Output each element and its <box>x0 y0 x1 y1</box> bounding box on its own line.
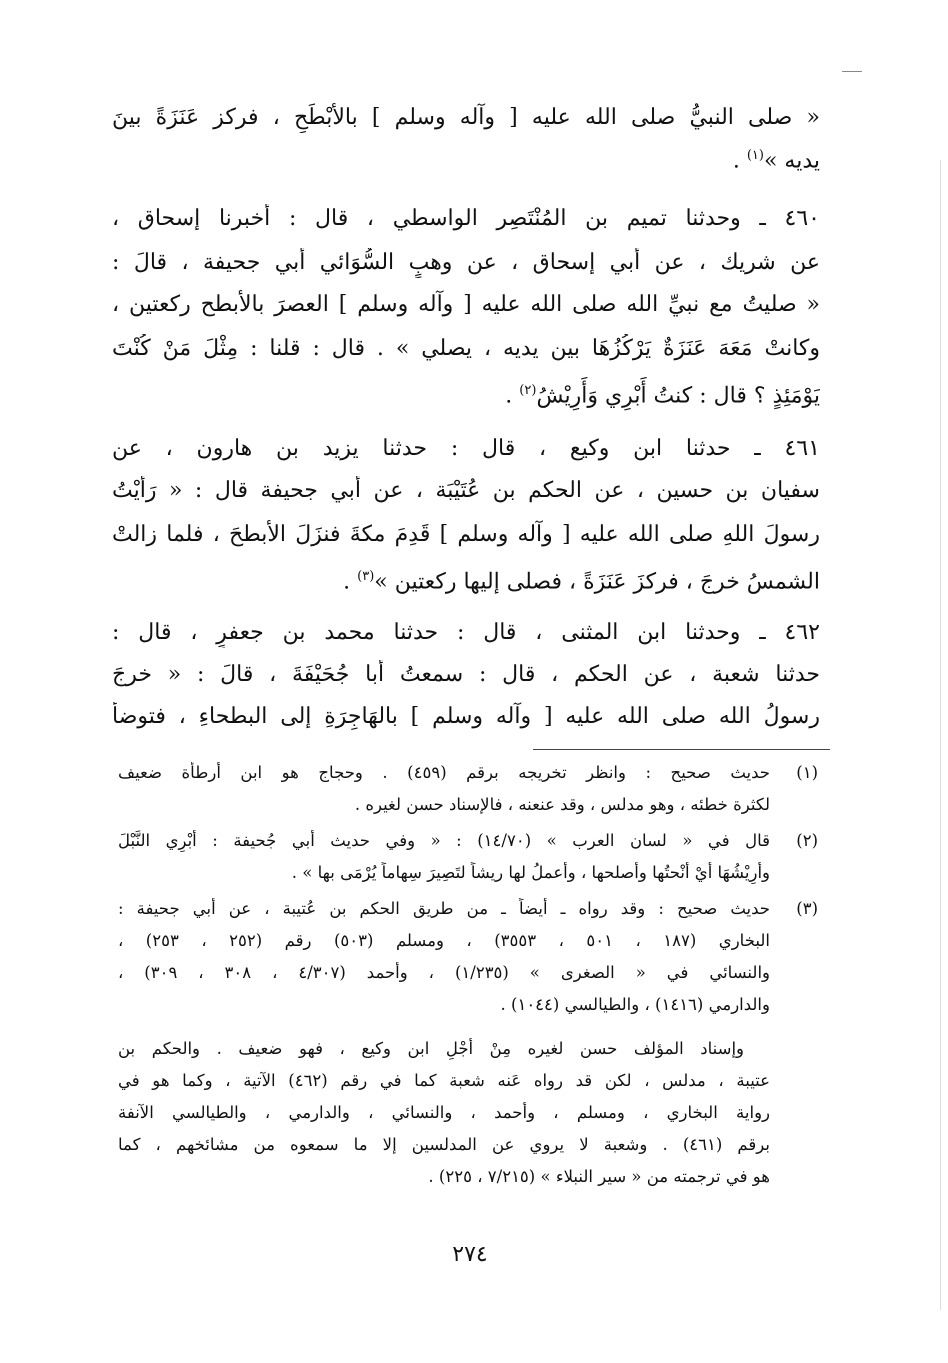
footnote-line: وأَرِيْشُهَا أيْ أَنْحتُها وأُصلحها ، وأعملُ لها ريشاً لتَصِيرَ سِهاماً يُرْمَى بها » . <box>291 863 770 882</box>
footnote-line: البخاري (١٨٧ ، ٥٠١ ، ٣٥٥٣) ، ومسلم (٥٠٣) رقم (٢٥٢ ، ٢٥٣) ، <box>118 931 770 950</box>
footnote-separator <box>533 749 830 750</box>
footnote-ref: (١) <box>746 148 764 163</box>
text-fragment: الشمسُ خرجَ ، فركزَ عَنَزَةً ، فصلى إليها ركعتين » <box>374 569 820 595</box>
footnote-number: (٢) <box>796 831 818 850</box>
hadith-462-line: حدثنا شعبة ، عن الحكم ، قال : سمعتُ أبا جُحَيْفَةَ ، قالَ : « خرجَ <box>112 662 820 687</box>
hadith-460-line: ٤٦٠ ـ وحدثنا تميم بن المُنْتَصِر الواسطي ، قال : أخبرنا إسحاق ، <box>112 206 820 231</box>
footnote-line: وإسناد المؤلف حسن لغيره مِنْ أَجْلِ ابن وكيع ، فهو ضعيف . والحكم بن <box>118 1039 744 1058</box>
footnote-line: حديث صحيح : وقد رواه ـ أيضاً ـ من طريق الحكم بن عُتيبة ، عن أبي جحيفة : <box>118 899 770 918</box>
main-text-line: « صلى النبيُّ صلى الله عليه [ وآله وسلم ] بالأَبْطَحِ ، فركز عَنَزَةً بينَ <box>112 105 820 130</box>
main-text-line <box>112 141 820 176</box>
footnote-line: رواية البخاري ، ومسلم ، وأحمد ، والنسائي ، والدارمي ، والطيالسي الآنفة <box>118 1103 770 1122</box>
text-fragment: . <box>505 383 520 409</box>
footnote-line: حديث صحيح : وانظر تخريجه برقم (٤٥٩) . وحجاج هو ابن أرطأة ضعيف <box>118 763 770 782</box>
hadith-460-line: وكانتْ مَعَهَ عَنَزَةٌ يَرْكُزُهَا بين يديه ، يصلي » . قال : قلنا : مِثْلَ مَنْ كُنْتَ <box>112 336 820 361</box>
hadith-461-line: ٤٦١ ـ حدثنا ابن وكيع ، قال : حدثنا يزيد بن هارون ، عن <box>112 436 820 461</box>
hadith-462-line: رسولُ الله صلى الله عليه [ وآله وسلم ] بالهَاجِرَةِ إلى البطحاءِ ، فتوضأَ <box>112 704 820 729</box>
hadith-460-line <box>112 376 820 411</box>
footnote-line: هو في ترجمته من « سير النبلاء » (٧/٢١٥ ، ٢٢٥) . <box>428 1167 770 1186</box>
footnote-line: قال في « لسان العرب » (١٤/٧٠) : « وفي حديث أبي جُحيفة : أَبْرِي النَّبْلَ <box>118 831 770 850</box>
footnote-ref: (٢) <box>519 383 537 398</box>
hadith-461-line: سفيان بن حسين ، عن الحكم بن عُتَيْبَة ، عن أبي جحيفة قال : « رَأَيْتُ <box>112 478 820 503</box>
footnote-line: برقم (٤٦١) . وشعبة لا يروي عن المدلسين إلا ما سمعوه من مشائخهم ، كما <box>118 1135 770 1154</box>
margin-mark <box>842 71 862 72</box>
text-fragment: يديه » <box>763 148 820 174</box>
hadith-461-line <box>112 562 820 597</box>
hadith-462-line: ٤٦٢ ـ وحدثنا ابن المثنى ، قال : حدثنا محمد بن جعفرٍ ، قال : <box>112 620 820 645</box>
text-fragment: . <box>343 569 358 595</box>
hadith-460-line: عن شريك ، عن أبي إسحاق ، عن وهبٍ السُّوَائي أبي جحيفة ، قالَ : <box>112 250 820 275</box>
page-edge <box>940 160 941 1310</box>
footnote-number: (١) <box>796 763 818 782</box>
footnote-number: (٣) <box>796 899 818 918</box>
footnote-line: عتيبة ، مدلس ، لكن قد رواه عَنه شعبة كما في رقم (٤٦٢) الآتية ، وكما هو في <box>118 1071 770 1090</box>
page-number: ٢٧٤ <box>452 1242 488 1267</box>
footnote-ref: (٣) <box>357 569 375 584</box>
text-fragment: . <box>732 148 747 174</box>
hadith-461-line: رسولَ اللهِ صلى الله عليه [ وآله وسلم ] قَدِمَ مكةَ فنزَلَ الأبطحَ ، فلما زالتْ <box>112 522 820 547</box>
footnote-line: والدارمي (١٤١٦) ، والطيالسي (١٠٤٤) . <box>500 995 770 1014</box>
text-fragment: يَوْمَئِذٍ ؟ قال : كنتُ أَبْرِي وَأَرِيْشُ <box>536 383 820 409</box>
footnote-line: لكثرة خطئه ، وهو مدلس ، وقد عنعنه ، فالإسناد حسن لغيره . <box>354 795 770 814</box>
hadith-460-line: « صليتُ مع نبيِّ الله صلى الله عليه [ وآله وسلم ] العصرَ بالأبطح ركعتين ، <box>112 292 820 317</box>
footnote-line: والنسائي في « الصغرى » (١/٢٣٥) ، وأحمد (٤/٣٠٧ ، ٣٠٨ ، ٣٠٩) ، <box>118 963 770 982</box>
